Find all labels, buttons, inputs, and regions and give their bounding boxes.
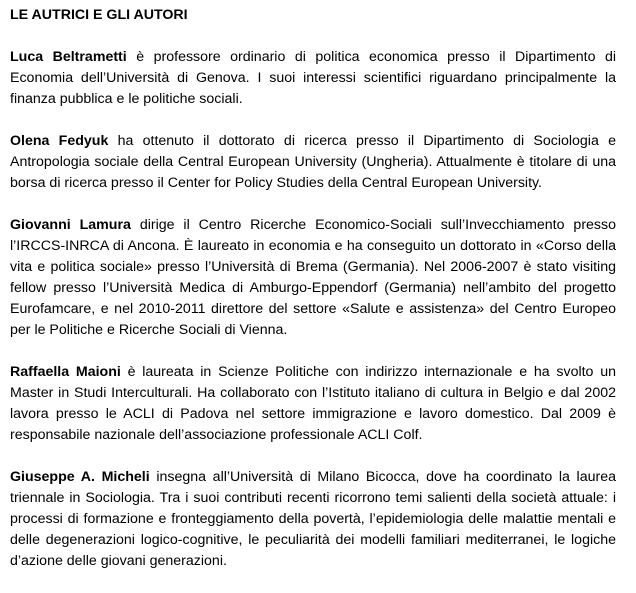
- author-name: Giuseppe A. Micheli: [10, 469, 150, 485]
- author-name: Giovanni Lamura: [10, 217, 131, 233]
- page-heading: LE AUTRICI E GLI AUTORI: [10, 7, 188, 23]
- author-bio-beltrametti: [10, 47, 616, 110]
- author-name: Luca Beltrametti: [10, 49, 127, 65]
- author-name: Olena Fedyuk: [10, 133, 109, 149]
- author-name: Raffaella Maioni: [10, 364, 121, 380]
- author-bio-fedyuk: [10, 131, 616, 194]
- author-bio-lamura: [10, 215, 616, 341]
- author-description: è laureata in Scienze Politiche con indirizzo internazionale e ha svolto un Master in Studi Interculturali. Ha collaborato con l’Istituto italiano di cultura in Belgio e dal 2002 lavora presso le ACLI di Padova nel settore immigrazione e lavoro domestico. Dal 2009 è responsabile nazionale dell’associazione professionale ACLI Colf.: [10, 364, 616, 443]
- author-bio-maioni: [10, 362, 616, 446]
- author-description: dirige il Centro Ricerche Economico-Sociali sull’Invecchiamento presso l’IRCCS-INRCA di Ancona. È laureato in economia e ha conseguito un dottorato in «Corso della vita e politica sociale» presso l’Università di Brema (Germania). Nel 2006-2007 è stato visiting fellow presso l’Università Medica di Amburgo-Eppendorf (Germania) nell’ambito del progetto Eurofamcare, e nel 2010-2011 direttore del settore «Salute e assistenza» del Centro Europeo per le Politiche e Ricerche Sociali di Vienna.: [10, 217, 617, 338]
- author-description: ha ottenuto il dottorato di ricerca presso il Dipartimento di Sociologia e Antropologia sociale della Central European University (Ungheria). Attualmente è titolare di una borsa di ricerca presso il Center for Policy Studies della Central European University.: [10, 133, 616, 191]
- author-description: insegna all’Università di Milano Bicocca, dove ha coordinato la laurea triennale in Sociologia. Tra i suoi contributi recenti ricorrono temi salienti della società attuale: i processi di formazione e fronteggiamento della povertà, l’epidemiologia delle malattie mentali e delle degenerazioni logico-cognitive, le peculiarità dei modelli familiari mediterranei, le logiche d’azione delle giovani generazioni.: [10, 469, 616, 569]
- author-description: è professore ordinario di politica economica presso il Dipartimento di Economia dell’Università di Genova. I suoi interessi scientifici riguardano principalmente la finanza pubblica e le politiche sociali.: [10, 49, 616, 107]
- author-bio-micheli: [10, 467, 616, 572]
- document-page: [10, 5, 616, 593]
